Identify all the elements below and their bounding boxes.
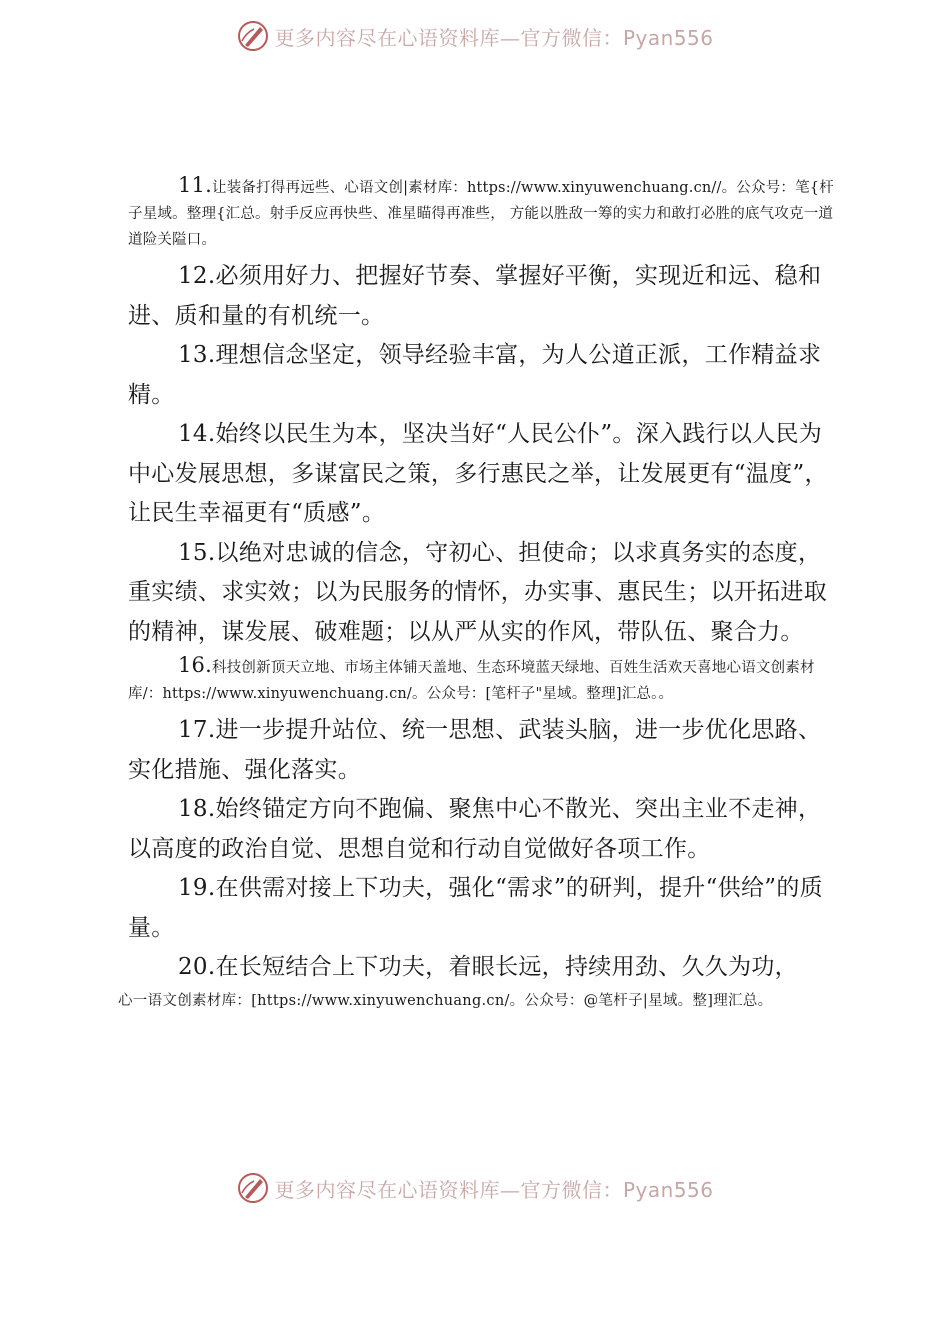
paragraph-18: 18.始终锚定方向不跑偏、聚焦中心不散光、突出主业不走神，以高度的政治自觉、思想自觉和行动自觉做好各项工作。 <box>128 796 822 862</box>
paragraph-16: 16.科技创新顶天立地、市场主体铺天盖地、生态环境蓝天绿地、百姓生活欢天喜地心语文创素材库/：https://www.xinyuwenchuang.cn/。公众号：[笔杆子"星域。整理]汇总。。 <box>128 653 815 702</box>
paragraph-13: 13.理想信念坚定，领导经验丰富，为人公道正派，工作精益求精。 <box>128 342 822 408</box>
paragraph-20: 20.在长短结合上下功夫，着眼长远，持续用劲、久久为功， <box>178 954 798 980</box>
paragraph-19: 19.在供需对接上下功夫，强化“需求”的研判，提升“供给”的质量。 <box>128 875 823 941</box>
paragraph-14: 14.始终以民生为本，坚决当好“人民公仆”。深入践行以人民为中心发展思想，多谋富民之策，多行惠民之举，让发展更有“温度”，让民生幸福更有“质感”。 <box>128 421 828 526</box>
pen-quill-logo-icon <box>236 19 270 53</box>
header-banner-text: 更多内容尽在心语资料库—官方微信：Pyan556 <box>274 25 714 50</box>
paragraph-15: 15.以绝对忠诚的信念，守初心、担使命；以求真务实的态度，重实绩、求实效；以为民服务的情怀，办实事、惠民生；以开拓进取的精神，谋发展、破难题；以从严从实的作风，带队伍、聚合力。 <box>128 539 827 645</box>
closing-note: 心一语文创素材库：[https://www.xinyuwenchuang.cn/。公众号：@笔杆子|星域。整]理汇总。 <box>118 992 773 1009</box>
paragraph-17: 17.进一步提升站位、统一思想、武装头脑，进一步优化思路、实化措施、强化落实。 <box>128 717 822 783</box>
footer-banner-text: 更多内容尽在心语资料库—官方微信：Pyan556 <box>274 1177 714 1202</box>
paragraph-12: 12.必须用好力、把握好节奏、掌握好平衡，实现近和远、稳和进、质和量的有机统一。 <box>128 263 822 329</box>
paragraph-11: 11.让装备打得再远些、心语文创|素材库：https://www.xinyuwenchuang.cn//。公众号：笔{杆子星域。整理{汇总。射手反应再快些、准星瞄得再准些， 方能以胜敌一筹的实力和敢打必胜的底气攻克一道道险关隘口。 <box>128 173 834 248</box>
pen-quill-logo-icon <box>236 1171 270 1205</box>
header-banner <box>0 14 950 58</box>
footer-banner <box>0 1166 950 1210</box>
document-body <box>118 172 840 1014</box>
